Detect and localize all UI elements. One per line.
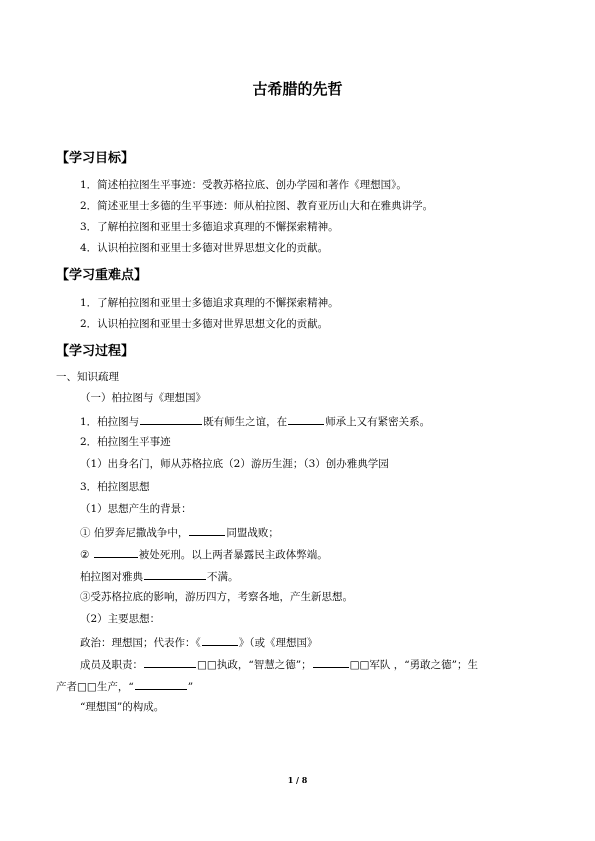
objectives-heading: 【学习目标】	[56, 151, 135, 166]
objective-item-1: 1．简述柏拉图生平事迹：受教苏格拉底、创办学园和著作《理想国》。	[80, 179, 407, 191]
fill-line-6: 成员及职责： □□执政，“智慧之德”； □□军队 ，“勇敢之德”；生	[80, 656, 478, 672]
republic-structure: “理想国”的构成。	[80, 701, 165, 713]
section-knowledge: 一、知识疏理	[56, 371, 119, 383]
blank-9[interactable]	[135, 678, 187, 690]
blank-2[interactable]	[288, 413, 324, 425]
plato-life-detail: （1）出身名门，师从苏格拉底（2）游历生涯；（3）创办雅典学园	[80, 458, 389, 470]
keypoint-item-2: 2．认识柏拉图和亚里士多德对世界思想文化的贡献。	[80, 318, 329, 330]
subsection-plato: （一）柏拉图与《理想国》	[80, 392, 206, 404]
objective-item-4: 4．认识柏拉图和亚里士多德对世界思想文化的贡献。	[80, 242, 329, 254]
blank-1[interactable]	[140, 413, 202, 425]
objective-item-2: 2．简述亚里士多德的生平事迹：师从柏拉图、教育亚历山大和在雅典讲学。	[80, 200, 434, 212]
fill-line-5: 政治：理想国；代表作：《 》（或《理想国》	[80, 634, 318, 650]
background-heading: （1）思想产生的背景：	[80, 503, 192, 515]
blank-5[interactable]	[144, 568, 206, 580]
fill-line-7: 产者□□生产，“ ”	[56, 678, 193, 694]
socrates-influence: ③受苏格拉底的影响，游历四方，考察各地，产生新思想。	[80, 591, 353, 603]
blank-7[interactable]	[144, 656, 196, 668]
plato-thought-heading: 3．柏拉图思想	[80, 481, 150, 493]
main-thought-heading: （2）主要思想：	[80, 613, 161, 625]
plato-life-heading: 2．柏拉图生平事迹	[80, 436, 171, 448]
blank-6[interactable]	[202, 634, 238, 646]
blank-4[interactable]	[94, 546, 138, 558]
blank-8[interactable]	[313, 656, 349, 668]
fill-line-3: ② 被处死刑。以上两者暴露民主政体弊端。	[80, 546, 328, 562]
fill-line-2: ① 伯罗奔尼撒战争中， 同盟战败；	[80, 524, 279, 540]
blank-3[interactable]	[189, 524, 225, 536]
process-heading: 【学习过程】	[56, 344, 135, 359]
page-title: 古希腊的先哲	[252, 80, 343, 98]
page-number: 1 / 8	[287, 775, 308, 785]
objective-item-3: 3．了解柏拉图和亚里士多德追求真理的不懈探索精神。	[80, 221, 339, 233]
fill-line-4: 柏拉图对雅典 不满。	[80, 568, 239, 584]
keypoints-heading: 【学习重难点】	[56, 268, 148, 283]
fill-line-1: 1．柏拉图与 既有师生之谊，在 师承上又有紧密关系。	[80, 413, 430, 429]
keypoint-item-1: 1．了解柏拉图和亚里士多德追求真理的不懈探索精神。	[80, 297, 339, 309]
